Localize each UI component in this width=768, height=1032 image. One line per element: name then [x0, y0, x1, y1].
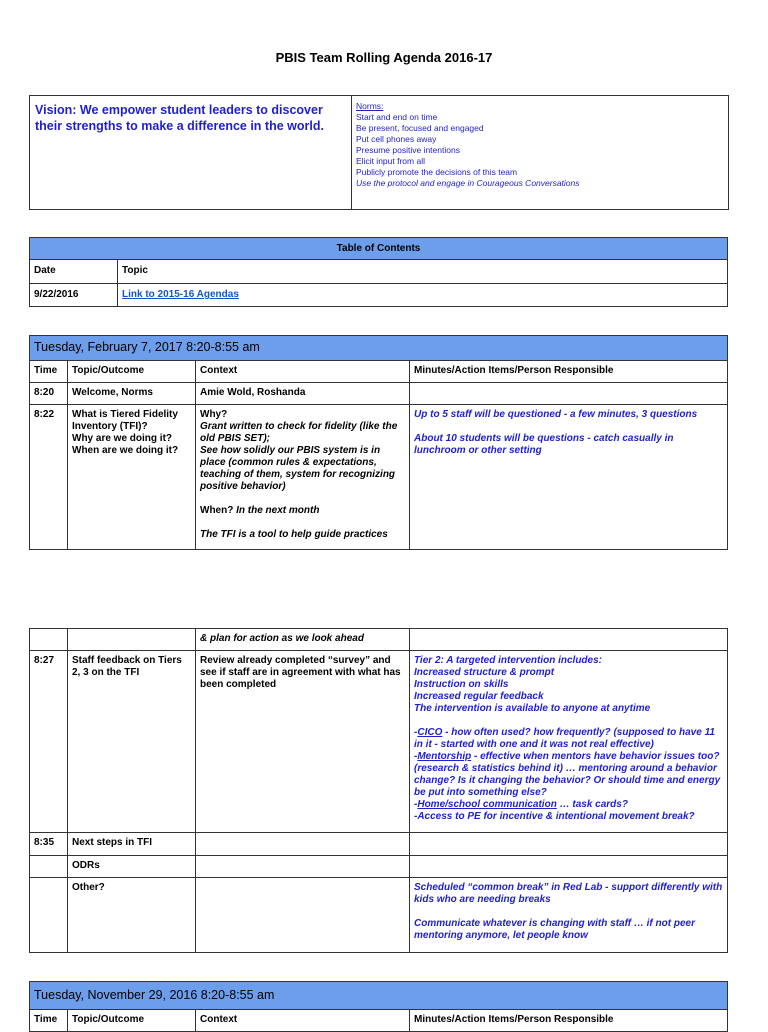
toc-table [29, 237, 728, 307]
row-topic: Staff feedback on Tiers 2, 3 on the TFI [68, 651, 196, 833]
nov-heading: Tuesday, November 29, 2016 8:20-8:55 am [30, 982, 728, 1010]
document-title: PBIS Team Rolling Agenda 2016-17 [275, 50, 493, 65]
row-context: Why? Grant written to check for fidelity (like the old PBIS SET); See how solidly our PBIS system is in place (common rules & expectations, teaching of them, system for recognizing positive behavior) When? In the next month The TFI is a tool to help guide practices [196, 405, 410, 550]
col-topic: Topic/Outcome [68, 1010, 196, 1032]
nov-agenda-table [29, 981, 728, 1032]
col-time: Time [30, 1010, 68, 1032]
norms-list [356, 101, 580, 189]
col-minutes: Minutes/Action Items/Person Responsible [410, 361, 728, 383]
row-minutes: Up to 5 staff will be questioned - a few minutes, 3 questions About 10 students will be questions - catch casually in lunchroom or other setting [410, 405, 728, 550]
row-context: Review already completed “survey” and see if staff are in agreement with what has been completed [196, 651, 410, 833]
row-time: 8:27 [30, 651, 68, 833]
row-topic: Other? [68, 878, 196, 953]
vision-statement: Vision: We empower student leaders to discover their strengths to make a difference in the world. [35, 103, 324, 133]
toc-col-topic: Topic [118, 260, 728, 284]
norm-item: Publicly promote the decisions of this team [356, 167, 518, 177]
col-context: Context [196, 361, 410, 383]
vision-norms-box [29, 95, 729, 210]
row-time: 8:35 [30, 833, 68, 856]
col-time: Time [30, 361, 68, 383]
row-time: 8:20 [30, 383, 68, 405]
row-minutes: Tier 2: A targeted intervention includes: Increased structure & prompt Instruction on skills Increased regular feedback The intervention is available to anyone at anytime -CICO - how often used? how frequently? (supposed to have 11 in it - started with one and it was not real effective) -Mentorship - effective when mentors have behavior issues too? (research & statistics behind it) … mentoring around a behavior change? Is it changing the behavior? Or should time and energy be put into something else? -Home/school communication … task cards? -Access to PE for incentive & intentional movement break? [410, 651, 728, 833]
norm-item: Use the protocol and engage in Courageous Conversations [356, 178, 580, 188]
toc-title: Table of Contents [30, 238, 728, 260]
norm-item: Be present, focused and engaged [356, 123, 484, 133]
norm-item: Presume positive intentions [356, 145, 460, 155]
vision-divider [351, 96, 352, 209]
col-minutes: Minutes/Action Items/Person Responsible [410, 1010, 728, 1032]
norm-item: Elicit input from all [356, 156, 425, 166]
row-minutes: Scheduled “common break” in Red Lab - support differently with kids who are needing breaks Communicate whatever is changing with staff … if not peer mentoring anymore, let people know [410, 878, 728, 953]
norm-item: Put cell phones away [356, 134, 437, 144]
row-topic: ODRs [68, 856, 196, 878]
col-topic: Topic/Outcome [68, 361, 196, 383]
norm-item: Start and end on time [356, 112, 438, 122]
toc-row-date: 9/22/2016 [30, 284, 118, 307]
norms-title: Norms: [356, 101, 384, 111]
agendas-link[interactable]: Link to 2015-16 Agendas [122, 289, 239, 300]
feb-heading: Tuesday, February 7, 2017 8:20-8:55 am [30, 336, 728, 361]
row-context: & plan for action as we look ahead [196, 629, 410, 651]
row-topic: Next steps in TFI [68, 833, 196, 856]
toc-col-date: Date [30, 260, 118, 284]
row-topic: What is Tiered Fidelity Inventory (TFI)? Why are we doing it? When are we doing it? [68, 405, 196, 550]
row-context: Amie Wold, Roshanda [196, 383, 410, 405]
row-topic: Welcome, Norms [68, 383, 196, 405]
row-time: 8:22 [30, 405, 68, 550]
col-context: Context [196, 1010, 410, 1032]
feb-continued-table [29, 628, 728, 953]
feb-agenda-table [29, 335, 728, 550]
